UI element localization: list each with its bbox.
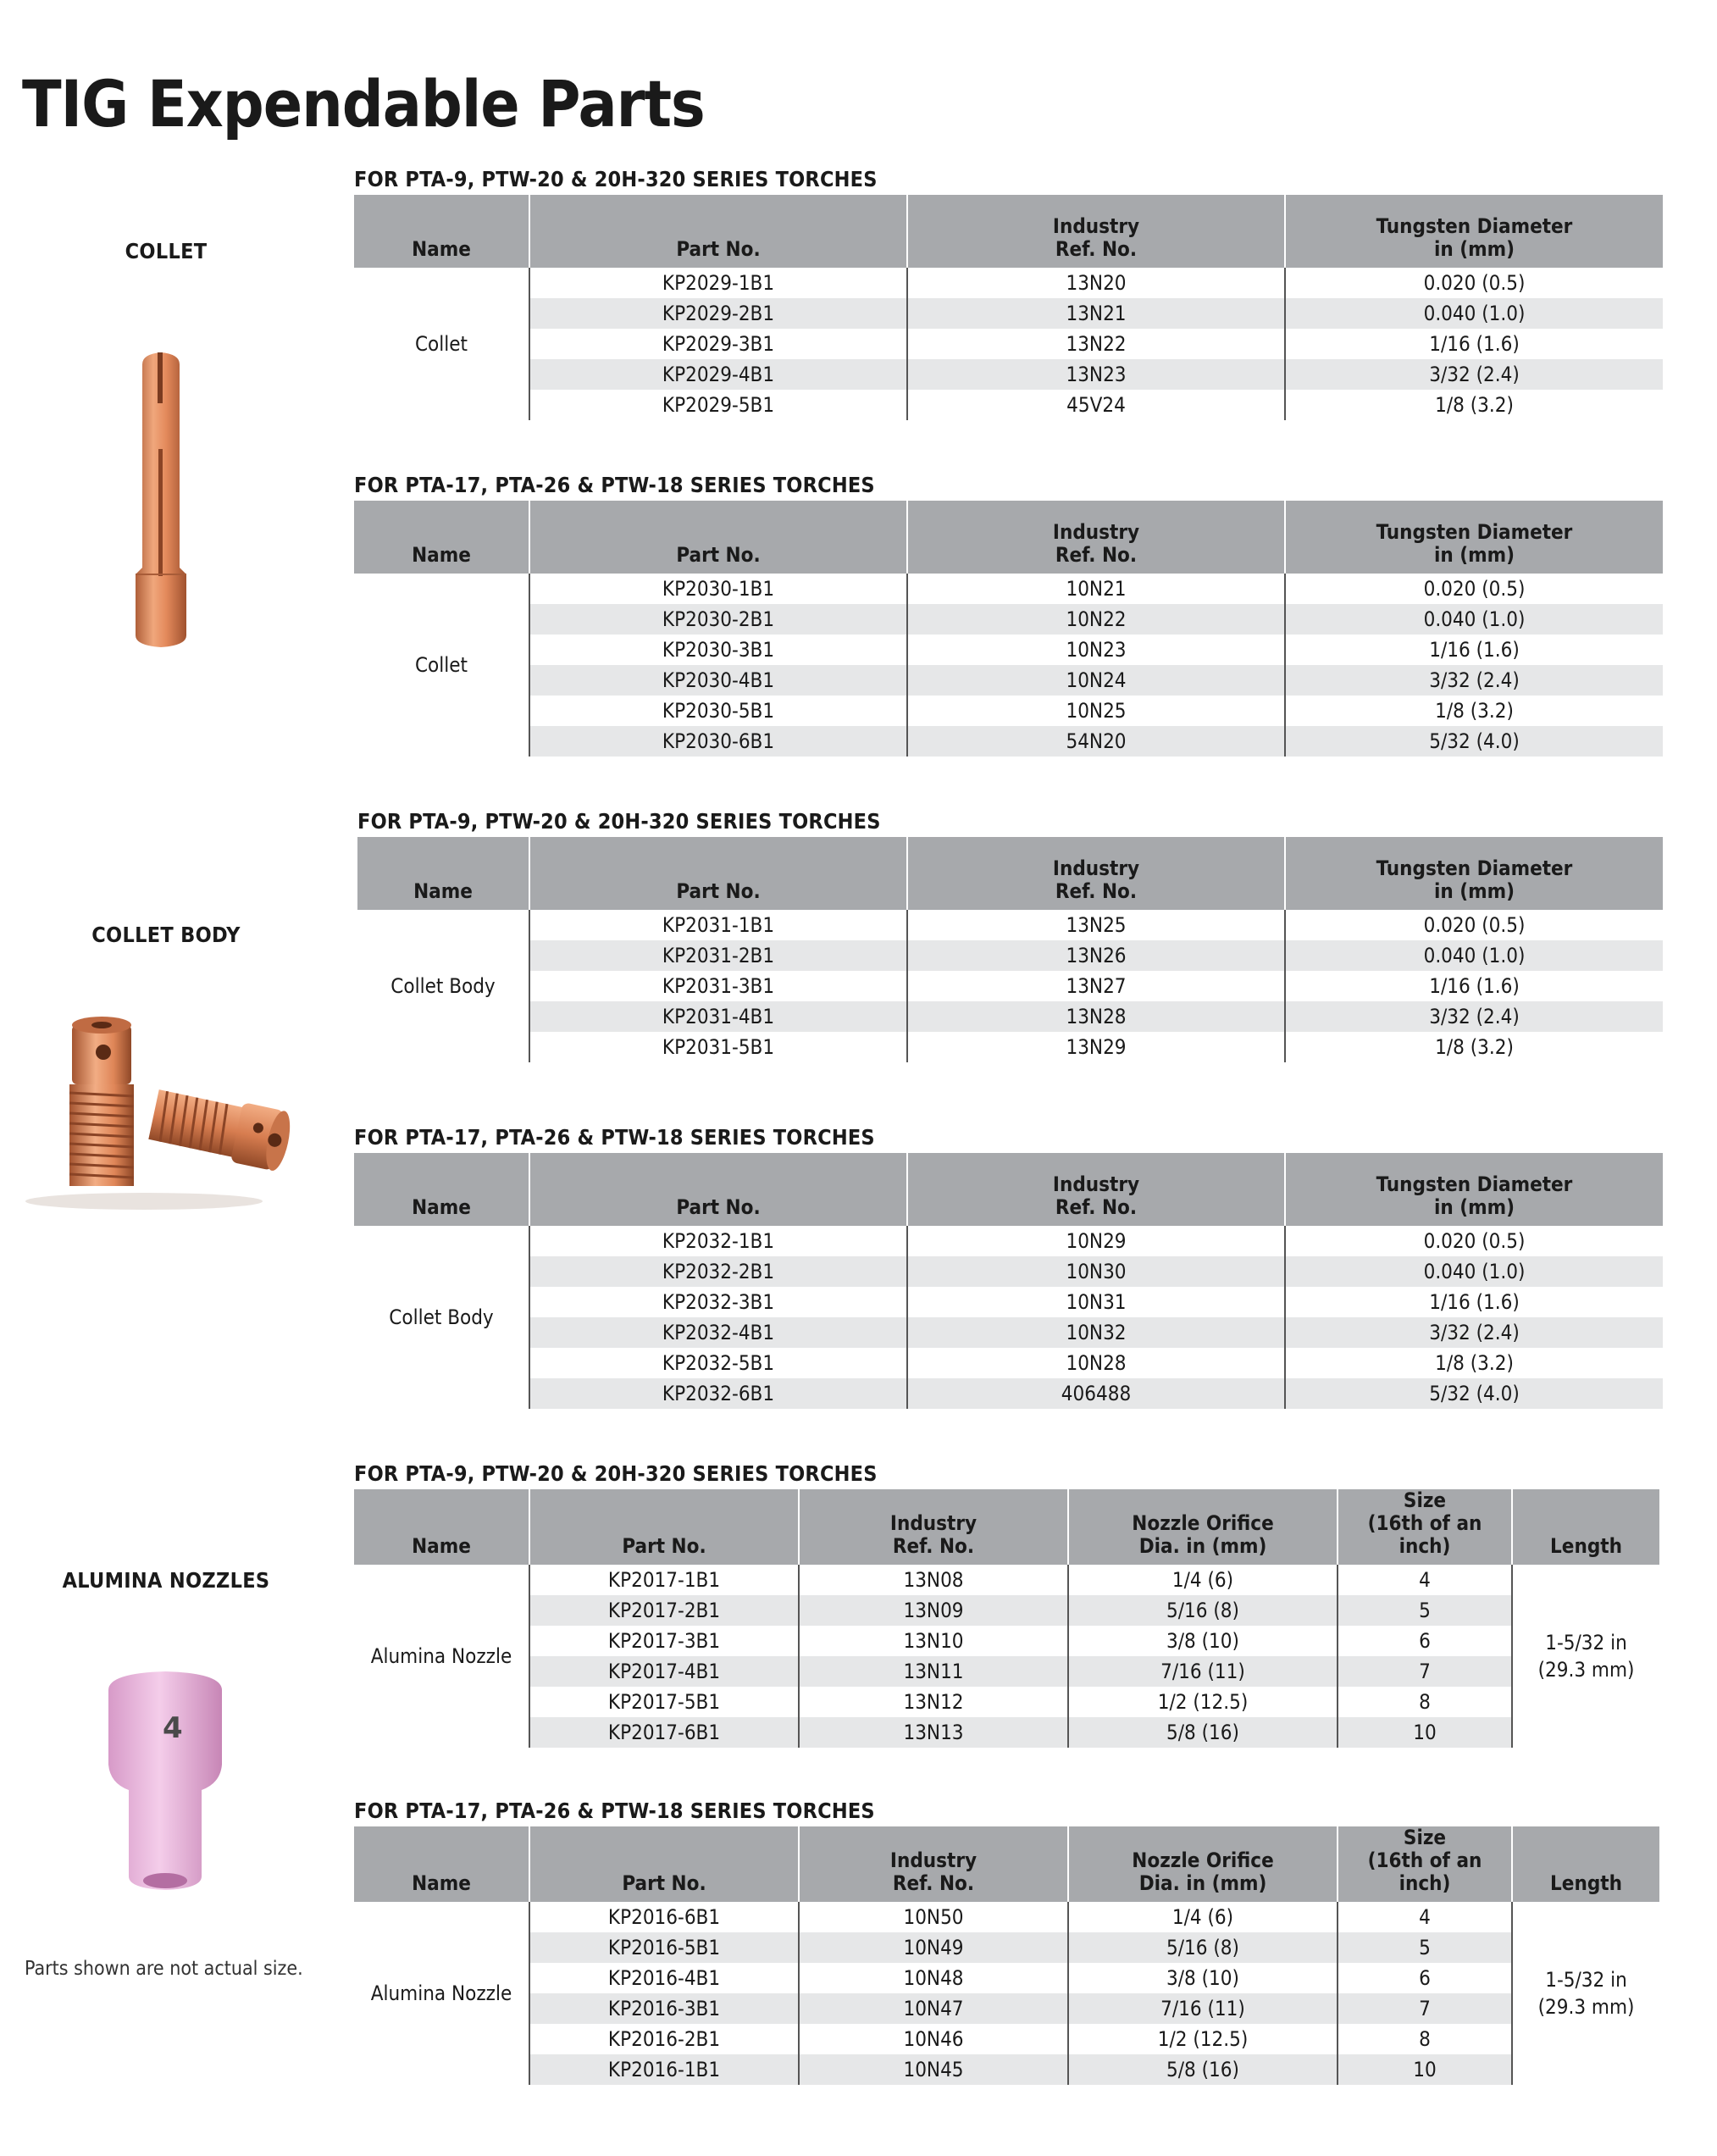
table-cell: 0.040 (1.0) [1285,298,1663,329]
table-cell: 13N13 [799,1717,1068,1748]
table-cell: KP2030-3B1 [529,635,907,665]
table-row [357,1001,1663,1032]
table-header-row [354,1153,1663,1226]
column-header: Tungsten Diameter in (mm) [1285,1153,1663,1226]
table-cell: 10N49 [799,1932,1068,1963]
column-header: Industry Ref. No. [799,1489,1068,1565]
column-header: Length [1512,1826,1659,1902]
table-cell: 1/8 (3.2) [1285,696,1663,726]
table-row [354,696,1663,726]
parts-section [354,1122,1654,1409]
table-row [354,574,1663,604]
table-cell: 4 [1338,1565,1512,1595]
table-row [354,1378,1663,1409]
table-cell: KP2017-3B1 [529,1626,799,1656]
table-cell: KP2016-3B1 [529,1993,799,2024]
table-cell: 8 [1338,1687,1512,1717]
table-cell: KP2031-3B1 [529,971,907,1001]
table-cell: 1/8 (3.2) [1285,1032,1663,1062]
part-name-cell: Collet Body [354,1226,529,1409]
parts-section [357,806,1654,1062]
column-header: Part No. [529,501,907,574]
column-header: Name [354,1153,529,1226]
column-header: Name [354,195,529,268]
table-cell: 13N08 [799,1565,1068,1595]
table-cell: 1/4 (6) [1068,1565,1338,1595]
table-cell: 10N25 [907,696,1285,726]
column-header: Industry Ref. No. [907,501,1285,574]
table-cell: 7/16 (11) [1068,1656,1338,1687]
table-cell: KP2016-4B1 [529,1963,799,1993]
parts-section [354,1459,1654,1748]
column-header: Industry Ref. No. [799,1826,1068,1902]
table-cell: 6 [1338,1626,1512,1656]
table-cell: KP2030-2B1 [529,604,907,635]
table-header-row [357,837,1663,910]
table-cell: KP2029-3B1 [529,329,907,359]
column-header: Size (16th of an inch) [1338,1489,1512,1565]
table-cell: 13N27 [907,971,1285,1001]
column-header: Industry Ref. No. [907,1153,1285,1226]
collet-body-label: COLLET BODY [91,923,241,947]
table-row [357,1032,1663,1062]
part-name-cell: Collet Body [357,910,529,1062]
table-cell: KP2031-1B1 [529,910,907,940]
section-title: FOR PTA-17, PTA-26 & PTW-18 SERIES TORCHES [354,1799,875,1823]
table-cell: KP2017-4B1 [529,1656,799,1687]
table-row [354,1348,1663,1378]
table-cell: 1/16 (1.6) [1285,1287,1663,1317]
table-row [354,359,1663,390]
table-cell: 13N21 [907,298,1285,329]
part-name-cell: Alumina Nozzle [354,1902,529,2085]
column-header: Nozzle Orifice Dia. in (mm) [1068,1489,1338,1565]
table-cell: 5/16 (8) [1068,1595,1338,1626]
table-cell: 0.040 (1.0) [1285,940,1663,971]
column-header: Tungsten Diameter in (mm) [1285,837,1663,910]
table-cell: 1/8 (3.2) [1285,1348,1663,1378]
table-header-row [354,1826,1659,1902]
table-row [354,329,1663,359]
table-cell: KP2017-5B1 [529,1687,799,1717]
parts-section [354,164,1654,420]
table-row [354,1993,1659,2024]
table-cell: 10N30 [907,1256,1285,1287]
table-cell: 13N10 [799,1626,1068,1656]
table-cell: KP2016-5B1 [529,1932,799,1963]
table-cell: KP2032-1B1 [529,1226,907,1256]
table-cell: 10N24 [907,665,1285,696]
table-row [354,1565,1659,1595]
table-row [354,1717,1659,1748]
table-header-row [354,1489,1659,1565]
parts-section [354,470,1654,757]
column-header: Part No. [529,1153,907,1226]
table-cell: 0.020 (0.5) [1285,574,1663,604]
table-cell: 13N20 [907,268,1285,298]
table-row [354,665,1663,696]
table-row [357,910,1663,940]
parts-table [354,1826,1659,2085]
section-title: FOR PTA-9, PTW-20 & 20H-320 SERIES TORCHES [354,1461,878,1486]
column-header: Industry Ref. No. [907,195,1285,268]
table-cell: 13N22 [907,329,1285,359]
table-row [354,1626,1659,1656]
table-cell: KP2016-6B1 [529,1902,799,1932]
table-cell: 54N20 [907,726,1285,757]
table-cell: 5/8 (16) [1068,1717,1338,1748]
parts-table [357,837,1663,1062]
column-header: Tungsten Diameter in (mm) [1285,195,1663,268]
table-cell: 10N29 [907,1226,1285,1256]
table-cell: KP2029-5B1 [529,390,907,420]
table-cell: 5 [1338,1932,1512,1963]
table-cell: KP2032-4B1 [529,1317,907,1348]
table-cell: 1/4 (6) [1068,1902,1338,1932]
table-cell: KP2017-2B1 [529,1595,799,1626]
table-cell: 13N29 [907,1032,1285,1062]
table-cell: 13N26 [907,940,1285,971]
table-cell: 45V24 [907,390,1285,420]
table-cell: KP2016-2B1 [529,2024,799,2054]
footnote: Parts shown are not actual size. [25,1958,303,1980]
table-cell: KP2032-3B1 [529,1287,907,1317]
table-cell: 7 [1338,1656,1512,1687]
table-cell: 1/8 (3.2) [1285,390,1663,420]
table-cell: 5/16 (8) [1068,1932,1338,1963]
part-name-cell: Collet [354,574,529,757]
table-row [354,1226,1663,1256]
table-cell: KP2029-4B1 [529,359,907,390]
table-row [354,2024,1659,2054]
table-cell: KP2030-5B1 [529,696,907,726]
table-row [354,635,1663,665]
table-cell: 3/32 (2.4) [1285,665,1663,696]
alumina-nozzles-label: ALUMINA NOZZLES [62,1568,270,1593]
table-cell: KP2032-6B1 [529,1378,907,1409]
table-header-row [354,501,1663,574]
table-cell: 1/16 (1.6) [1285,971,1663,1001]
collet-image [127,347,195,652]
table-row [354,1932,1659,1963]
table-row [354,1317,1663,1348]
column-header: Part No. [529,1826,799,1902]
nozzle-number-text: 4 [163,1711,183,1745]
table-cell: 13N25 [907,910,1285,940]
table-cell: 7 [1338,1993,1512,2024]
table-cell: KP2017-1B1 [529,1565,799,1595]
table-cell: 13N11 [799,1656,1068,1687]
table-row [357,971,1663,1001]
table-cell: 6 [1338,1963,1512,1993]
parts-table [354,501,1663,757]
table-cell: KP2030-6B1 [529,726,907,757]
table-cell: 3/8 (10) [1068,1963,1338,1993]
table-cell: 3/32 (2.4) [1285,359,1663,390]
table-cell: KP2031-2B1 [529,940,907,971]
table-row [354,604,1663,635]
table-cell: 10N50 [799,1902,1068,1932]
table-cell: 13N09 [799,1595,1068,1626]
table-cell: 10N22 [907,604,1285,635]
alumina-nozzle-image [102,1665,229,1893]
column-header: Name [354,1826,529,1902]
column-header: Part No. [529,837,907,910]
table-cell: 10N31 [907,1287,1285,1317]
column-header: Tungsten Diameter in (mm) [1285,501,1663,574]
table-row [354,1656,1659,1687]
table-cell: 1/16 (1.6) [1285,635,1663,665]
table-cell: KP2032-5B1 [529,1348,907,1378]
table-cell: KP2031-5B1 [529,1032,907,1062]
table-cell: KP2017-6B1 [529,1717,799,1748]
table-cell: 1/16 (1.6) [1285,329,1663,359]
parts-table [354,195,1663,420]
table-row [354,390,1663,420]
column-header: Name [357,837,529,910]
length-cell: 1-5/32 in (29.3 mm) [1512,1565,1659,1748]
parts-table [354,1153,1663,1409]
parts-section [354,1796,1654,2085]
table-cell: 0.020 (0.5) [1285,910,1663,940]
table-row [354,268,1663,298]
collet-body-image [25,1008,305,1211]
table-cell: 0.020 (0.5) [1285,1226,1663,1256]
table-row [354,1595,1659,1626]
parts-table [354,1489,1659,1748]
column-header: Size (16th of an inch) [1338,1826,1512,1902]
table-cell: 10N32 [907,1317,1285,1348]
table-cell: KP2029-1B1 [529,268,907,298]
part-name-cell: Alumina Nozzle [354,1565,529,1748]
table-cell: 5 [1338,1595,1512,1626]
table-row [354,298,1663,329]
table-cell: KP2032-2B1 [529,1256,907,1287]
table-cell: 3/32 (2.4) [1285,1001,1663,1032]
table-cell: KP2031-4B1 [529,1001,907,1032]
table-cell: 10 [1338,1717,1512,1748]
table-cell: 5/8 (16) [1068,2054,1338,2085]
column-header: Part No. [529,195,907,268]
table-cell: 0.040 (1.0) [1285,1256,1663,1287]
table-cell: 10 [1338,2054,1512,2085]
table-row [354,1287,1663,1317]
collet-label: COLLET [125,239,208,263]
table-cell: 4 [1338,1902,1512,1932]
table-cell: 13N28 [907,1001,1285,1032]
table-cell: 7/16 (11) [1068,1993,1338,2024]
table-cell: 10N21 [907,574,1285,604]
table-cell: 13N12 [799,1687,1068,1717]
table-cell: 8 [1338,2024,1512,2054]
table-cell: 1/2 (12.5) [1068,1687,1338,1717]
column-header: Part No. [529,1489,799,1565]
page-title: TIG Expendable Parts [22,66,705,141]
column-header: Name [354,1489,529,1565]
table-row [357,940,1663,971]
table-cell: 10N23 [907,635,1285,665]
table-row [354,1963,1659,1993]
table-cell: 0.020 (0.5) [1285,268,1663,298]
table-cell: 0.040 (1.0) [1285,604,1663,635]
table-cell: 5/32 (4.0) [1285,1378,1663,1409]
table-cell: 1/2 (12.5) [1068,2024,1338,2054]
table-cell: 10N46 [799,2024,1068,2054]
part-name-cell: Collet [354,268,529,420]
length-cell: 1-5/32 in (29.3 mm) [1512,1902,1659,2085]
column-header: Nozzle Orifice Dia. in (mm) [1068,1826,1338,1902]
table-cell: 406488 [907,1378,1285,1409]
table-row [354,1256,1663,1287]
column-header: Name [354,501,529,574]
table-cell: 3/32 (2.4) [1285,1317,1663,1348]
table-cell: KP2030-4B1 [529,665,907,696]
table-cell: 10N48 [799,1963,1068,1993]
table-row [354,726,1663,757]
column-header: Length [1512,1489,1659,1565]
table-cell: KP2030-1B1 [529,574,907,604]
table-cell: 10N47 [799,1993,1068,2024]
table-cell: 10N28 [907,1348,1285,1378]
section-title: FOR PTA-9, PTW-20 & 20H-320 SERIES TORCHES [357,809,881,834]
table-row [354,1687,1659,1717]
table-cell: KP2016-1B1 [529,2054,799,2085]
section-title: FOR PTA-17, PTA-26 & PTW-18 SERIES TORCHES [354,473,875,497]
table-cell: 10N45 [799,2054,1068,2085]
section-title: FOR PTA-9, PTW-20 & 20H-320 SERIES TORCHES [354,167,878,191]
table-cell: 13N23 [907,359,1285,390]
section-title: FOR PTA-17, PTA-26 & PTW-18 SERIES TORCHES [354,1125,875,1150]
table-header-row [354,195,1663,268]
table-row [354,1902,1659,1932]
table-row [354,2054,1659,2085]
table-cell: 5/32 (4.0) [1285,726,1663,757]
table-cell: KP2029-2B1 [529,298,907,329]
table-cell: 3/8 (10) [1068,1626,1338,1656]
column-header: Industry Ref. No. [907,837,1285,910]
